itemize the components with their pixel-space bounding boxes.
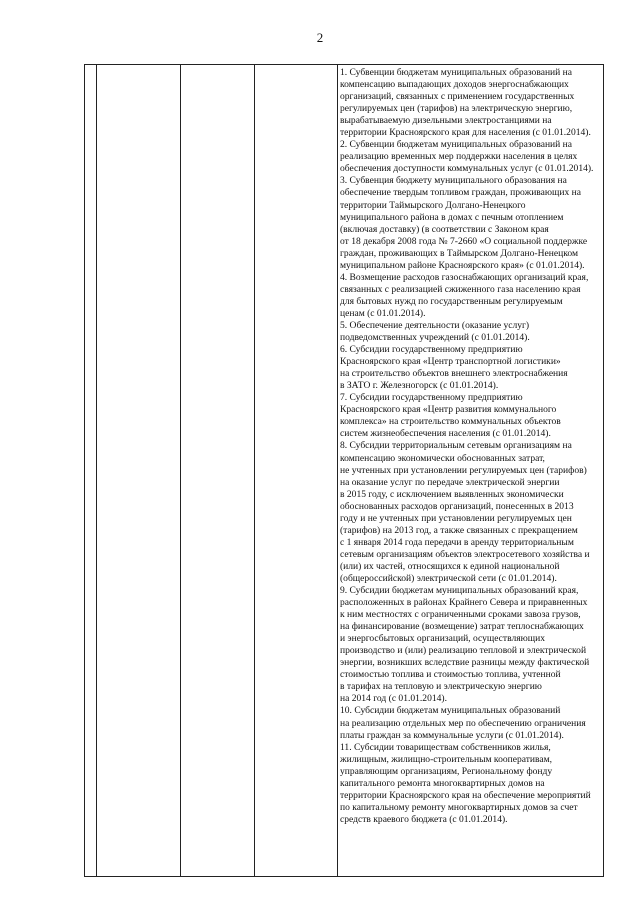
text-line: муниципального района в домах с печным отоплением [340, 211, 564, 223]
text-line: на строительство объектов внешнего электроснабжения [340, 368, 568, 380]
text-line: обеспечение твердым топливом граждан, проживающих на [340, 187, 582, 199]
text-line: 8. Субсидии территориальным сетевым организациям на [340, 440, 572, 452]
text-line: 10. Субсидии бюджетам муниципальных образований [340, 705, 561, 717]
text-line: в ЗАТО г. Железногорск (с 01.01.2014). [340, 380, 499, 392]
text-line: (тарифов) на 2013 год, а также связанных с прекращением [340, 524, 578, 536]
text-line: компенсацию экономически обоснованных затрат, [340, 452, 545, 464]
text-line: стоимостью топлива и стоимостью топлива, учтенной [340, 669, 561, 681]
text-line: Красноярского края «Центр развития коммунального [340, 404, 557, 416]
text-line: 5. Обеспечение деятельности (оказание услуг) [340, 319, 530, 331]
text-line: реализацию временных мер поддержки населения в целях [340, 151, 578, 163]
text-line: расположенных в районах Крайнего Севера и приравненных [340, 597, 588, 609]
text-line: на реализацию отдельных мер по обеспечению ограничения [340, 717, 586, 729]
text-line: не учтенных при установлении регулируемых цен (тарифов) [340, 464, 587, 476]
text-line: компенсацию выпадающих доходов энергоснабжающих [340, 79, 569, 91]
text-line: 2. Субвенции бюджетам муниципальных образований на [340, 139, 573, 151]
text-line: в 2015 году, с исключением выявленных экономически [340, 488, 564, 500]
text-line: территории Таймырского Долгано-Ненецкого [340, 199, 526, 211]
text-line: на финансирование (возмещение) затрат теплоснабжающих [340, 621, 584, 633]
text-line: обоснованных расходов организаций, понесенных в 2013 [340, 500, 574, 512]
text-line: капитального ремонта многоквартирных домов на [340, 777, 545, 789]
text-line: организаций, связанных с применением государственных [340, 91, 575, 103]
document-table [84, 64, 604, 877]
text-line: систем жизнеобеспечения населения (с 01.01.2014). [340, 428, 551, 440]
text-line: территории Красноярского края на обеспечение мероприятий [340, 789, 591, 801]
text-line: сетевым организациям объектов электросетевого хозяйства и [340, 548, 590, 560]
text-line: (общероссийской) электрической сети (с 01.01.2014). [340, 572, 557, 584]
page-number: 2 [316, 30, 324, 45]
text-line: по капитальному ремонту многоквартирных домов за счет [340, 801, 578, 813]
text-line: средств краевого бюджета (с 01.01.2014). [340, 813, 508, 825]
text-line: на 2014 год (с 01.01.2014). [340, 693, 447, 705]
text-line: (включая доставку) (в соответствии с Законом края [340, 223, 549, 235]
text-line: связанных с реализацией сжиженного газа населению края [340, 283, 581, 295]
text-line: 3. Субвенция бюджету муниципального образования на [340, 175, 567, 187]
column-divider-1 [96, 65, 97, 876]
text-line: 1. Субвенции бюджетам муниципальных образований на [340, 67, 573, 78]
text-line: 6. Субсидии государственному предприятию [340, 344, 523, 356]
text-line: граждан, проживающих в Таймырском Долгано-Ненецком [340, 247, 578, 259]
text-line: ценам (с 01.01.2014). [340, 307, 426, 319]
text-line: Красноярского края «Центр транспортной логистики» [340, 356, 561, 368]
text-line: 9. Субсидии бюджетам муниципальных образований края, [340, 585, 579, 597]
text-line: вырабатываемую дизельными электростанциями на [340, 115, 552, 127]
text-line: 7. Субсидии государственному предприятию [340, 392, 523, 404]
text-line: для бытовых нужд по государственным регулируемым [340, 295, 563, 307]
text-line: управляющим организациям, Региональному фонду [340, 765, 553, 777]
text-line: жилищным, жилищно-строительным кооперативам, [340, 753, 553, 765]
text-line: (или) их частей, относящихся к единой национальной [340, 560, 560, 572]
text-line: 4. Возмещение расходов газоснабжающих организаций края, [340, 271, 589, 283]
text-line: на оказание услуг по передаче электрической энергии [340, 476, 560, 488]
text-line: году и не учтенных при установлении регулируемых цен [340, 512, 572, 524]
text-line: комплекса» на строительство коммунальных объектов [340, 416, 561, 428]
text-line: 11. Субсидии товариществам собственников жилья, [340, 741, 551, 753]
text-line: платы граждан за коммунальные услуги (с 01.01.2014). [340, 729, 564, 741]
description-cell [340, 67, 602, 826]
text-line: производство и (или) реализацию тепловой и электрической [340, 645, 587, 657]
text-line: подведомственных учреждений (с 01.01.2014). [340, 332, 530, 344]
text-line: обеспечения доступности коммунальных услуг (с 01.01.2014). [340, 163, 594, 175]
text-line: от 18 декабря 2008 года № 7-2660 «О социальной поддержке [340, 235, 588, 247]
text-line: с 1 января 2014 года передачи в аренду территориальным [340, 536, 574, 548]
text-line: в тарифах на тепловую и электрическую энергию [340, 681, 542, 693]
text-line: регулируемых цен (тарифов) на электрическую энергию, [340, 103, 573, 115]
text-line: и энергосбытовых организаций, осуществляющих [340, 633, 545, 645]
text-line: к ним местностях с ограниченными сроками завоза грузов, [340, 609, 581, 621]
column-divider-4 [337, 65, 338, 876]
text-line: территории Красноярского края для населения (с 01.01.2014). [340, 127, 591, 139]
column-divider-2 [180, 65, 181, 876]
column-divider-3 [254, 65, 255, 876]
text-line: энергии, возникших вследствие разницы между фактической [340, 657, 590, 669]
text-line: муниципальном районе Красноярского края» (с 01.01.2014). [340, 259, 585, 271]
